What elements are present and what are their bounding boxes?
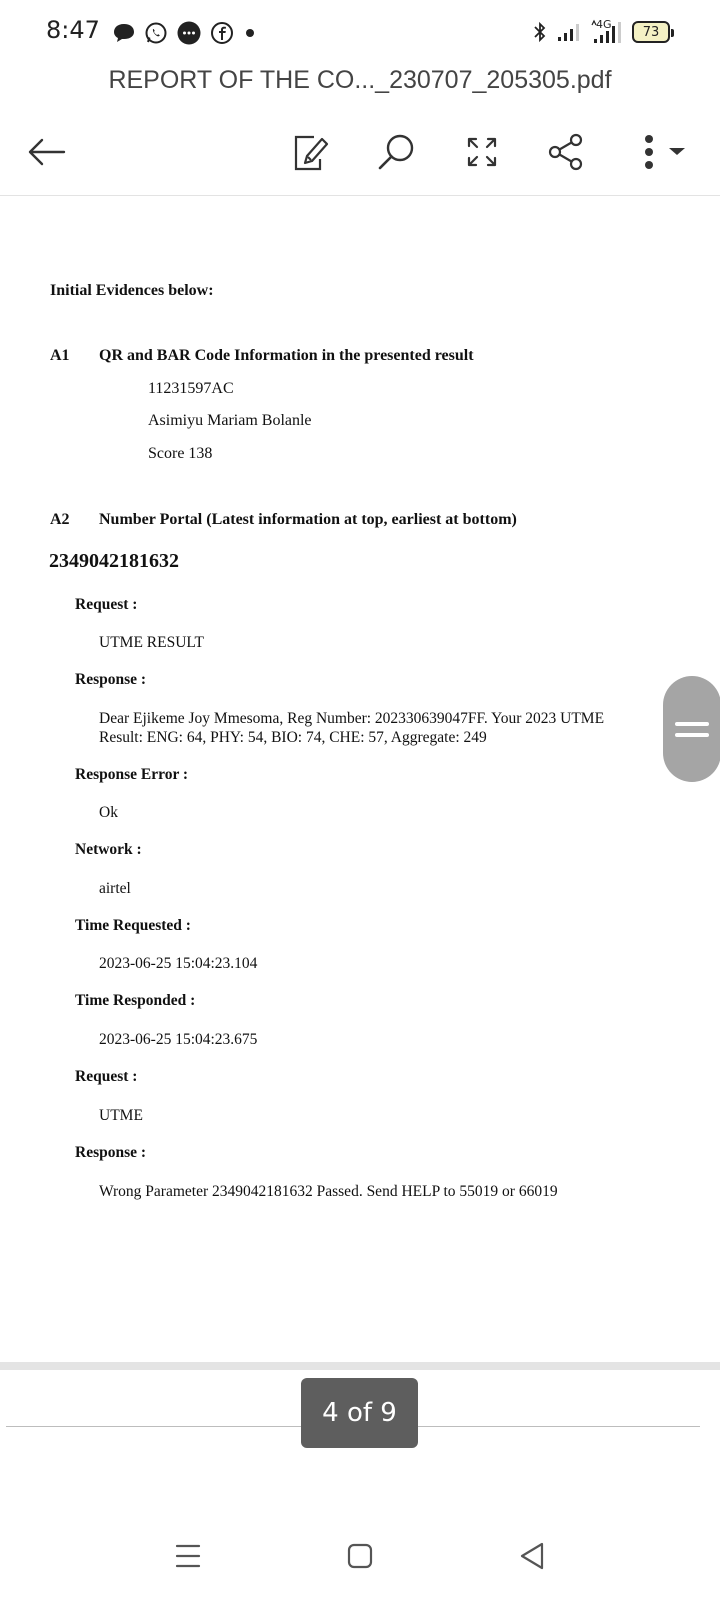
field-value: airtel <box>99 880 131 897</box>
qr-code-line: 11231597AC <box>148 380 234 397</box>
back-icon <box>518 1541 546 1576</box>
more-icon <box>625 131 695 178</box>
more-menu-button[interactable] <box>620 126 700 182</box>
field-label: Response : <box>75 1144 147 1161</box>
navigation-bar <box>0 1510 720 1600</box>
fullscreen-icon <box>462 132 502 177</box>
recents-button[interactable] <box>158 1536 218 1580</box>
page-separator <box>0 1362 720 1370</box>
page-indicator: 4 of 9 <box>301 1378 418 1448</box>
bluetooth-icon <box>532 20 548 44</box>
chat-bubble-icon <box>112 22 136 44</box>
field-label: Time Responded : <box>75 992 196 1009</box>
field-value: UTME RESULT <box>99 634 204 651</box>
field-label: Time Requested : <box>75 917 191 934</box>
battery-icon: 73 <box>632 21 670 43</box>
pdf-page <box>0 196 720 1364</box>
field-label: Response : <box>75 671 147 688</box>
home-button[interactable] <box>330 1536 390 1580</box>
fast-scroll-handle[interactable] <box>663 676 720 782</box>
signal-icon <box>556 21 582 43</box>
system-icons <box>532 18 670 46</box>
fullscreen-button[interactable] <box>454 126 510 182</box>
status-bar <box>0 0 720 64</box>
edit-button[interactable] <box>282 126 338 182</box>
page-heading: Initial Evidences below: <box>50 282 214 299</box>
qr-score-line: Score 138 <box>148 445 213 462</box>
field-value: UTME <box>99 1107 143 1124</box>
network-type: 4G <box>596 18 612 31</box>
grip-line <box>675 722 709 726</box>
recents-icon <box>173 1541 203 1576</box>
back-button[interactable] <box>18 126 74 182</box>
field-value: 2023-06-25 15:04:23.675 <box>99 1031 258 1048</box>
messenger-icon <box>176 20 202 46</box>
field-label: Request : <box>75 596 138 613</box>
field-label: Request : <box>75 1068 138 1085</box>
toolbar <box>0 112 720 196</box>
search-button[interactable] <box>368 126 424 182</box>
document-title: REPORT OF THE CO..._230707_205305.pdf <box>108 66 612 94</box>
dot-icon <box>242 25 258 41</box>
phone-number: 2349042181632 <box>49 550 179 572</box>
facebook-icon <box>210 21 234 45</box>
field-value: Ok <box>99 804 118 821</box>
whatsapp-icon <box>144 21 168 45</box>
field-value: Wrong Parameter 2349042181632 Passed. Send HELP to 55019 or 66019 <box>99 1183 558 1200</box>
section-a1-label: A1 <box>50 347 70 364</box>
search-icon <box>375 131 417 178</box>
section-a1-title: QR and BAR Code Information in the presented result <box>99 347 474 364</box>
signal-4g-icon <box>590 19 624 45</box>
qr-name-line: Asimiyu Mariam Bolanle <box>148 412 312 429</box>
grip-line <box>675 733 709 737</box>
status-time: 8:47 <box>46 16 100 44</box>
section-a2-label: A2 <box>50 511 70 528</box>
field-value: Dear Ejikeme Joy Mmesoma, Reg Number: 202330639047FF. Your 2023 UTME Result: ENG: 64, PHY: 54, BIO: 74, CHE: 57, Aggregate: 249 <box>99 710 605 746</box>
home-icon <box>346 1542 374 1575</box>
field-value: 2023-06-25 15:04:23.104 <box>99 955 258 972</box>
section-a2-title: Number Portal (Latest information at top, earliest at bottom) <box>99 511 517 528</box>
notification-icons <box>112 20 258 46</box>
field-label: Response Error : <box>75 766 189 783</box>
system-back-button[interactable] <box>502 1536 562 1580</box>
back-arrow-icon <box>24 134 68 175</box>
share-button[interactable] <box>538 126 594 182</box>
share-icon <box>545 131 587 178</box>
field-label: Network : <box>75 841 142 858</box>
edit-icon <box>290 131 330 178</box>
